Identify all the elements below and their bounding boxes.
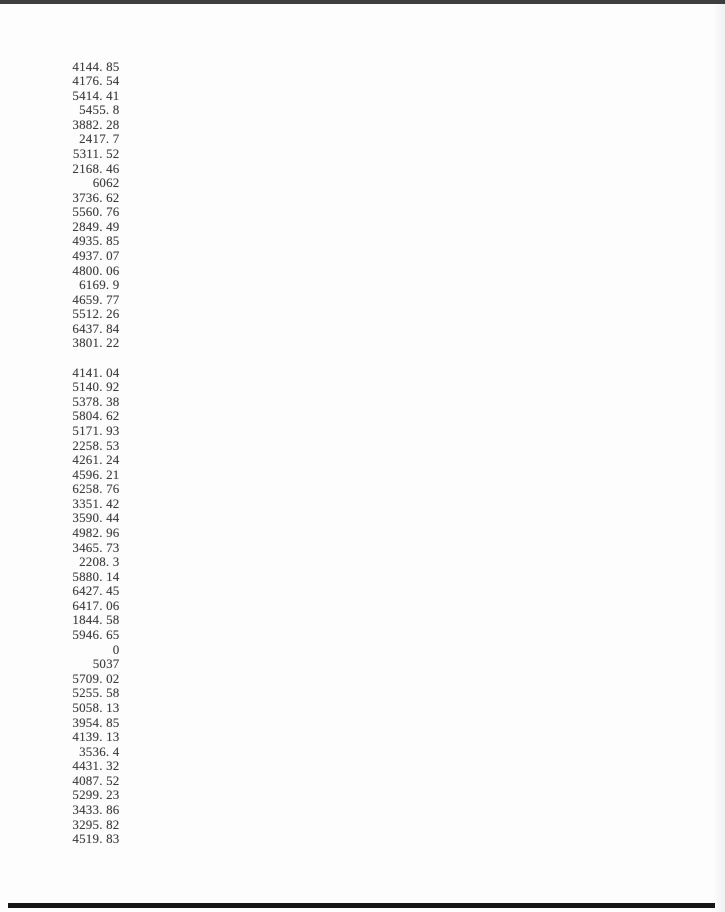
number-cell: 3801. 22 bbox=[72, 335, 120, 351]
number-cell: 5880. 14 bbox=[72, 568, 120, 584]
number-cell: 6169. 9 bbox=[79, 277, 120, 293]
number-cell: 5414. 41 bbox=[72, 87, 120, 103]
number-cell: 3590. 44 bbox=[72, 510, 120, 526]
number-column bbox=[0, 60, 120, 847]
number-cell: 5512. 26 bbox=[72, 306, 120, 322]
number-cell: 4144. 85 bbox=[72, 58, 120, 74]
number-cell: 5299. 23 bbox=[72, 787, 120, 803]
number-cell: 2208. 3 bbox=[79, 554, 120, 570]
number-cell: 4176. 54 bbox=[72, 73, 120, 89]
page-top-border bbox=[0, 0, 725, 4]
number-cell: 5311. 52 bbox=[72, 145, 120, 161]
number-cell: 4261. 24 bbox=[72, 452, 120, 468]
number-cell: 6417. 06 bbox=[72, 597, 120, 613]
number-cell: 3536. 4 bbox=[79, 743, 120, 759]
number-cell: 4087. 52 bbox=[72, 772, 120, 788]
number-cell: 2849. 49 bbox=[72, 218, 120, 234]
number-cell: 3882. 28 bbox=[72, 116, 120, 132]
number-cell: 2168. 46 bbox=[72, 160, 120, 176]
number-cell: 6437. 84 bbox=[72, 320, 120, 336]
number-cell: 1844. 58 bbox=[72, 612, 120, 628]
number-cell: 5946. 65 bbox=[72, 627, 120, 643]
scan-edge-shading bbox=[713, 0, 725, 912]
number-cell: 4800. 06 bbox=[72, 262, 120, 278]
number-cell: 6427. 45 bbox=[72, 583, 120, 599]
number-cell: 5709. 02 bbox=[72, 670, 120, 686]
number-cell: 4982. 96 bbox=[72, 525, 120, 540]
number-cell: 5140. 92 bbox=[72, 379, 120, 395]
number-cell: 5058. 13 bbox=[72, 699, 120, 715]
number-cell: 4431. 32 bbox=[72, 758, 120, 774]
number-cell: 5378. 38 bbox=[72, 393, 120, 409]
number-cell: 5560. 76 bbox=[72, 204, 120, 220]
number-cell: 4139. 13 bbox=[72, 729, 120, 745]
number-cell: 4659. 77 bbox=[72, 291, 120, 307]
number-cell: 5037 bbox=[92, 656, 120, 672]
number-cell: 4596. 21 bbox=[72, 466, 120, 482]
page-bottom-border bbox=[8, 903, 715, 908]
number-cell bbox=[0, 351, 120, 366]
number-cell: 6258. 76 bbox=[72, 481, 120, 497]
number-cell: 3954. 85 bbox=[72, 714, 120, 730]
number-cell: 4937. 07 bbox=[72, 248, 120, 264]
number-cell: 3465. 73 bbox=[72, 539, 120, 555]
number-cell: 5455. 8 bbox=[79, 102, 120, 118]
number-cell: 4519. 83 bbox=[72, 831, 120, 847]
number-cell: 5255. 58 bbox=[72, 685, 120, 701]
number-cell: 2417. 7 bbox=[79, 131, 120, 147]
number-cell: 3351. 42 bbox=[72, 495, 120, 511]
number-cell: 6062 bbox=[92, 175, 120, 191]
number-cell: 3433. 86 bbox=[72, 801, 120, 817]
number-cell: 5171. 93 bbox=[72, 422, 120, 438]
number-cell: 3736. 62 bbox=[72, 189, 120, 205]
number-cell: 4141. 04 bbox=[72, 364, 120, 380]
number-cell: 0 bbox=[112, 641, 120, 657]
number-cell: 2258. 53 bbox=[72, 437, 120, 453]
number-cell: 4935. 85 bbox=[72, 233, 120, 249]
number-cell: 5804. 62 bbox=[72, 408, 120, 424]
number-cell: 3295. 82 bbox=[72, 816, 120, 832]
